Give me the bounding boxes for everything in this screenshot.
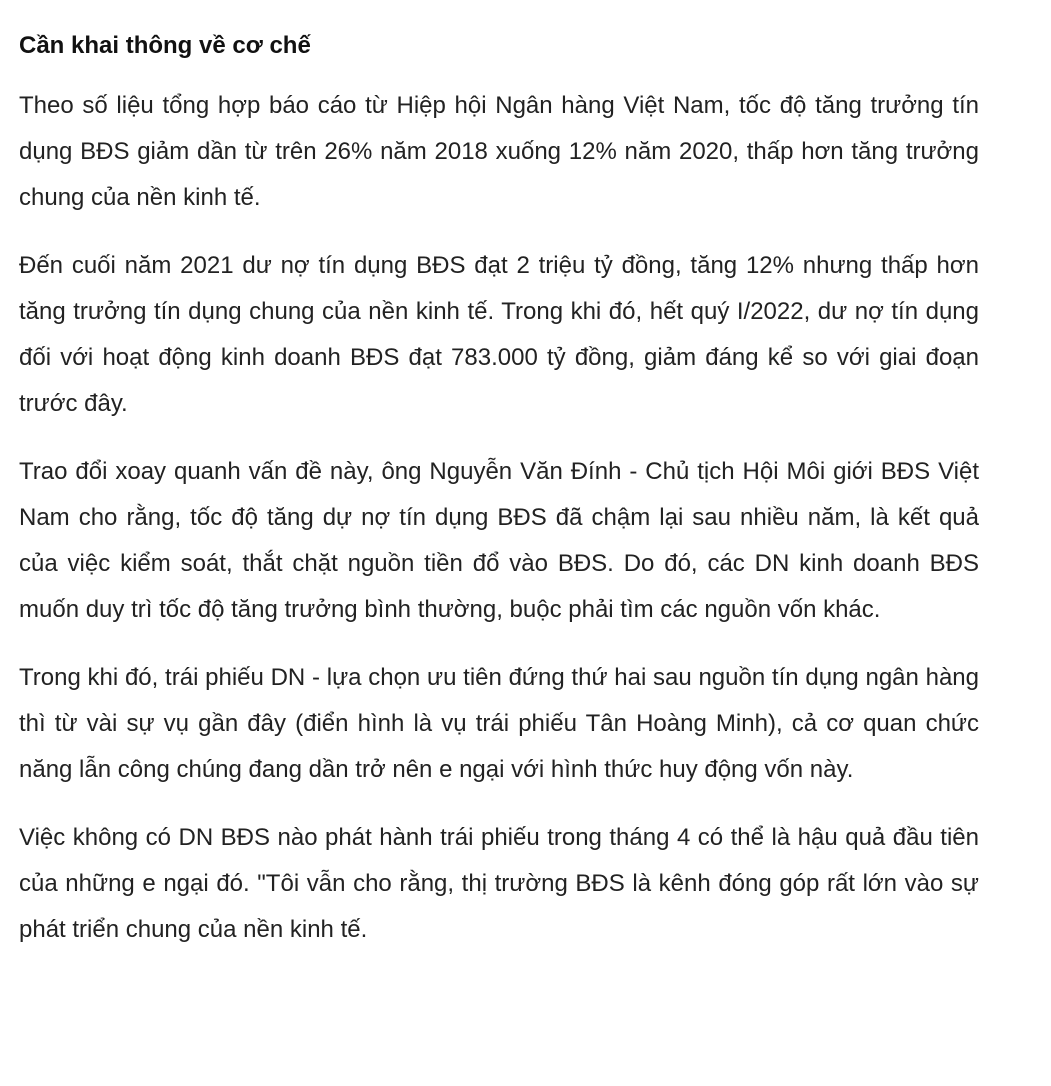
article-body	[19, 29, 979, 953]
article-paragraph: Trong khi đó, trái phiếu DN - lựa chọn ưu tiên đứng thứ hai sau nguồn tín dụng ngân hàng thì từ vài sự vụ gần đây (điển hình là vụ trái phiếu Tân Hoàng Minh), cả cơ quan chức năng lẫn công chúng đang dần trở nên e ngại với hình thức huy động vốn này.	[19, 664, 979, 783]
article-paragraph: Theo số liệu tổng hợp báo cáo từ Hiệp hội Ngân hàng Việt Nam, tốc độ tăng trưởng tín dụng BĐS giảm dần từ trên 26% năm 2018 xuống 12% năm 2020, thấp hơn tăng trưởng chung của nền kinh tế.	[19, 92, 979, 211]
section-heading: Cần khai thông về cơ chế	[19, 32, 311, 59]
article-paragraph: Đến cuối năm 2021 dư nợ tín dụng BĐS đạt 2 triệu tỷ đồng, tăng 12% nhưng thấp hơn tăng trưởng tín dụng chung của nền kinh tế. Trong khi đó, hết quý I/2022, dư nợ tín dụng đối với hoạt động kinh doanh BĐS đạt 783.000 tỷ đồng, giảm đáng kể so với giai đoạn trước đây.	[19, 252, 979, 417]
article-paragraph: Việc không có DN BĐS nào phát hành trái phiếu trong tháng 4 có thể là hậu quả đầu tiên của những e ngại đó. "Tôi vẫn cho rằng, thị trường BĐS là kênh đóng góp rất lớn vào sự phát triển chung của nền kinh tế.	[19, 824, 979, 943]
article-paragraph: Trao đổi xoay quanh vấn đề này, ông Nguyễn Văn Đính - Chủ tịch Hội Môi giới BĐS Việt Nam cho rằng, tốc độ tăng dự nợ tín dụng BĐS đã chậm lại sau nhiều năm, là kết quả của việc kiểm soát, thắt chặt nguồn tiền đổ vào BĐS. Do đó, các DN kinh doanh BĐS muốn duy trì tốc độ tăng trưởng bình thường, buộc phải tìm các nguồn vốn khác.	[19, 458, 979, 623]
